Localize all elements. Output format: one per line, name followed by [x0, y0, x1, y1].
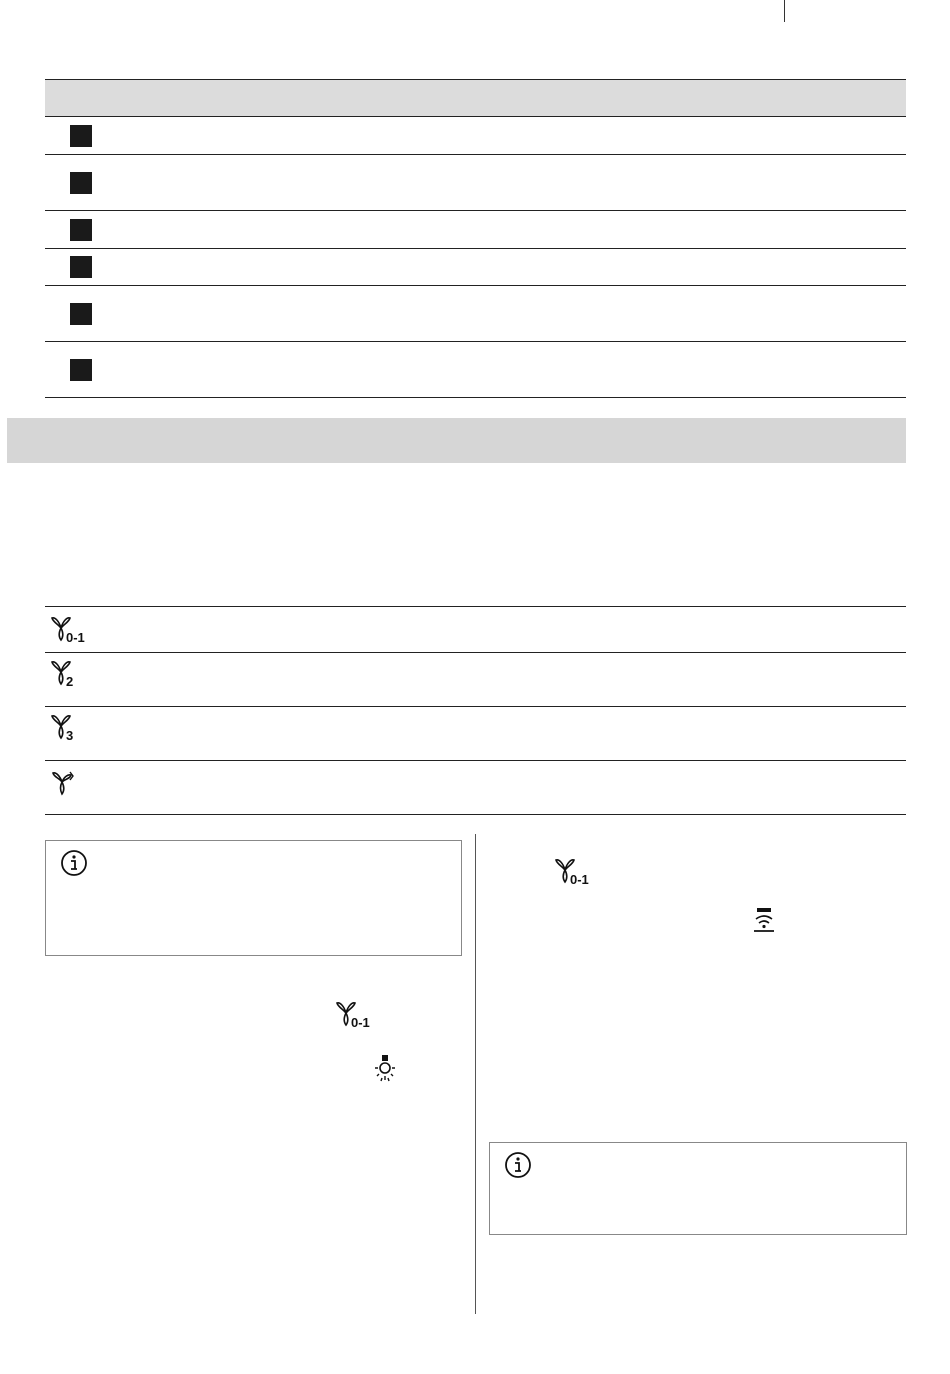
control-panel-table	[45, 79, 906, 398]
table-row	[45, 653, 906, 707]
section-heading-band	[7, 418, 906, 463]
fan-speed-table	[45, 606, 906, 815]
square-marker	[70, 172, 92, 194]
table-row	[45, 707, 906, 761]
svg-text:0-1: 0-1	[66, 630, 85, 643]
table-row	[45, 607, 906, 653]
light-bulb-icon	[372, 1053, 398, 1083]
table-row	[45, 249, 906, 286]
table-row	[45, 342, 906, 398]
square-marker	[70, 219, 92, 241]
fan-speed-2-icon	[49, 659, 95, 687]
fan-speed-0-1-icon	[553, 857, 599, 885]
fan-speed-3-icon	[49, 713, 95, 741]
fan-speed-0-1-icon	[49, 615, 95, 643]
table-row	[45, 286, 906, 342]
hood-wireless-icon	[751, 906, 777, 934]
column-divider	[475, 834, 476, 1314]
square-marker	[70, 256, 92, 278]
crop-mark	[784, 0, 785, 22]
square-marker	[70, 303, 92, 325]
info-note	[45, 840, 462, 956]
info-icon	[504, 1151, 532, 1179]
svg-text:0-1: 0-1	[570, 872, 589, 885]
info-icon	[60, 849, 88, 877]
square-marker	[70, 359, 92, 381]
table-header	[45, 79, 906, 117]
svg-text:2: 2	[66, 674, 74, 687]
table-row	[45, 211, 906, 249]
table-row	[45, 761, 906, 815]
svg-text:0-1: 0-1	[351, 1015, 370, 1028]
info-note	[489, 1142, 907, 1235]
fan-speed-0-1-icon	[334, 1000, 380, 1028]
fan-boost-icon	[49, 769, 79, 797]
table-row	[45, 117, 906, 155]
svg-text:3: 3	[66, 728, 74, 741]
table-row	[45, 155, 906, 211]
square-marker	[70, 125, 92, 147]
